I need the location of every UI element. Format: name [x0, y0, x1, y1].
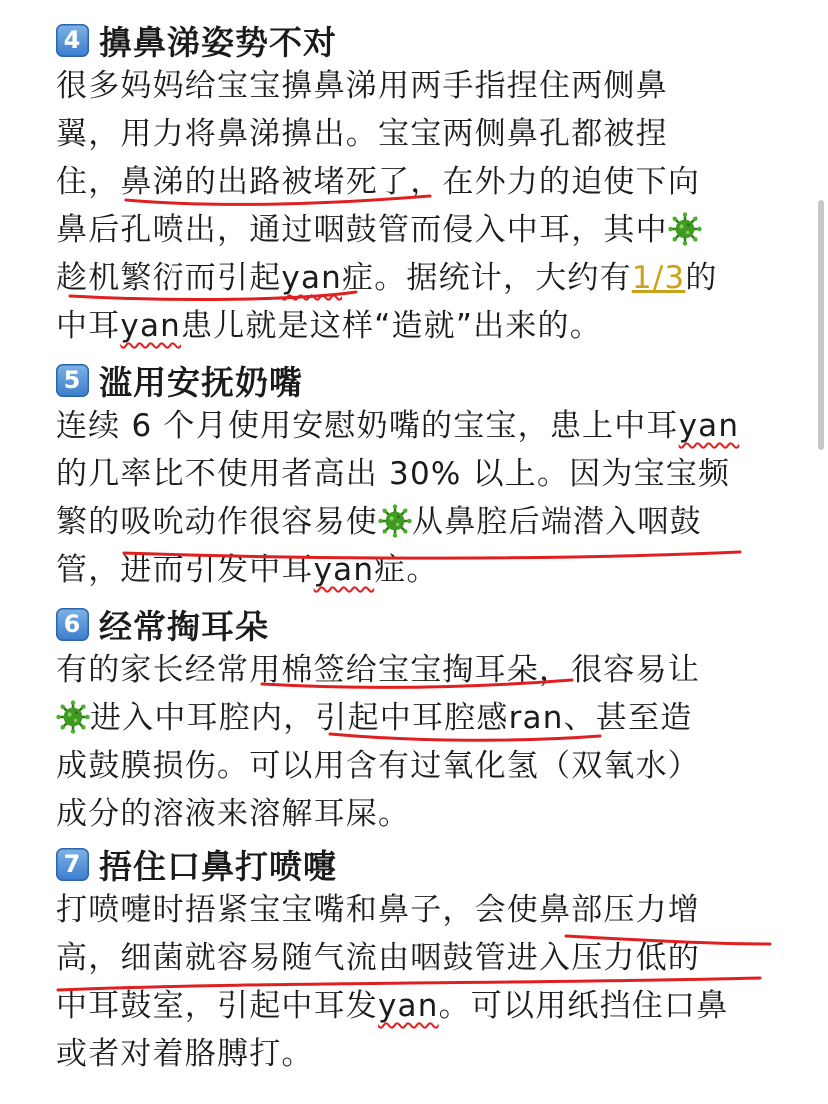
text-line	[56, 546, 796, 594]
text-span: 连续 6 个月使用安慰奶嘴的宝宝，患上中耳	[56, 408, 679, 444]
text-line	[56, 402, 796, 450]
spellcheck-word: yan	[678, 408, 740, 444]
number-badge-6: 6	[56, 608, 89, 641]
section-heading	[56, 842, 796, 886]
text-span: 症。据统计，大约有	[342, 260, 632, 296]
virus-icon	[378, 504, 412, 538]
text-span: 住，	[56, 164, 121, 200]
number-badge-4: 4	[56, 24, 89, 57]
number-badge-7: 7	[56, 848, 89, 881]
section-heading	[56, 358, 796, 402]
text-span: 繁的	[56, 504, 121, 540]
underlined-text: 用棉签给宝宝掏耳朵	[249, 652, 540, 688]
section-heading	[56, 18, 796, 62]
text-line	[56, 62, 796, 110]
text-span: 。可以用纸挡住口鼻	[438, 988, 729, 1024]
text-line	[56, 646, 796, 694]
section-title: 捂住口鼻打喷嚏	[99, 846, 337, 886]
text-line	[56, 742, 796, 790]
text-span: ，引起中耳发	[184, 988, 379, 1024]
underlined-text: 鼻涕的出路被堵死了	[120, 164, 411, 200]
text-line	[56, 1030, 796, 1078]
underlined-text: 鼻部压力增	[539, 892, 700, 928]
underlined-text: 中耳鼓室	[56, 988, 185, 1024]
section-title: 滥用安抚奶嘴	[99, 362, 303, 402]
section-6	[56, 602, 796, 838]
text-span: 翼，用力将鼻涕擤出。宝宝两侧鼻孔都被捏	[56, 116, 668, 152]
text-line	[56, 982, 796, 1030]
section-title: 擤鼻涕姿势不对	[99, 22, 337, 62]
text-span: 患儿就是这样“造就”出来的。	[181, 308, 602, 344]
text-span: 的	[685, 260, 718, 296]
spellcheck-word: yan	[313, 552, 375, 588]
section-heading	[56, 602, 796, 646]
text-span: 成分的溶液来溶解耳屎。	[56, 796, 411, 832]
text-span: 的几率比不使用者高出 30% 以上。因为宝宝频	[56, 456, 731, 492]
text-span: 中耳	[56, 308, 121, 344]
section-title: 经常掏耳朵	[99, 606, 269, 646]
text-span: 趁机繁衍而引起	[56, 260, 282, 296]
underlined-text: ran	[508, 700, 564, 736]
text-span: 很多妈妈给宝宝擤鼻涕用两手指捏住两侧鼻	[56, 68, 668, 104]
underlined-text: 从鼻腔后端潜入咽鼓	[412, 504, 702, 540]
text-span: 有的家长经常	[56, 652, 250, 688]
text-span: 症。	[374, 552, 439, 588]
section-5	[56, 358, 796, 594]
text-line	[56, 110, 796, 158]
text-span: 管，进而引发中耳	[56, 552, 314, 588]
text-line	[56, 498, 796, 546]
text-span: ，在外力的迫使下向	[410, 164, 701, 200]
text-span: 、甚至造	[563, 700, 693, 736]
text-line	[56, 886, 796, 934]
virus-icon	[56, 700, 90, 734]
text-span: 鼻后孔喷出，通过咽鼓管而侵入中耳，其中	[56, 212, 668, 248]
fraction-link[interactable]: 1/3	[631, 260, 686, 296]
scrollbar-thumb[interactable]	[818, 200, 824, 450]
spellcheck-word: yan	[378, 988, 439, 1024]
text-span: 成鼓膜损伤。可以用含有过氧化氢（双氧水）	[56, 748, 700, 784]
underlined-text: 吸吮动作很容易使	[120, 504, 379, 540]
text-span: 进入中耳腔内，	[90, 700, 316, 736]
text-line	[56, 302, 796, 350]
spellcheck-word: yan	[120, 308, 181, 344]
spellcheck-word: yan	[281, 260, 342, 296]
text-line	[56, 790, 796, 838]
text-line	[56, 934, 796, 982]
text-span: ，很容易让	[539, 652, 701, 688]
text-span: 打喷嚏时捂紧宝宝嘴和鼻子，会使	[56, 892, 539, 928]
text-span: 高，	[56, 940, 121, 976]
text-line	[56, 694, 796, 742]
section-7	[56, 842, 796, 1078]
virus-icon	[668, 212, 702, 246]
text-line	[56, 206, 796, 254]
underlined-text: 引起中耳腔感	[315, 700, 509, 736]
text-line	[56, 254, 796, 302]
number-badge-5: 5	[56, 364, 89, 397]
text-span: 或者对着胳膊打。	[56, 1036, 314, 1072]
text-line	[56, 450, 796, 498]
text-line	[56, 158, 796, 206]
section-4	[56, 18, 796, 350]
underlined-text: 细菌就容易随气流由咽鼓管进入压力低的	[120, 940, 701, 976]
